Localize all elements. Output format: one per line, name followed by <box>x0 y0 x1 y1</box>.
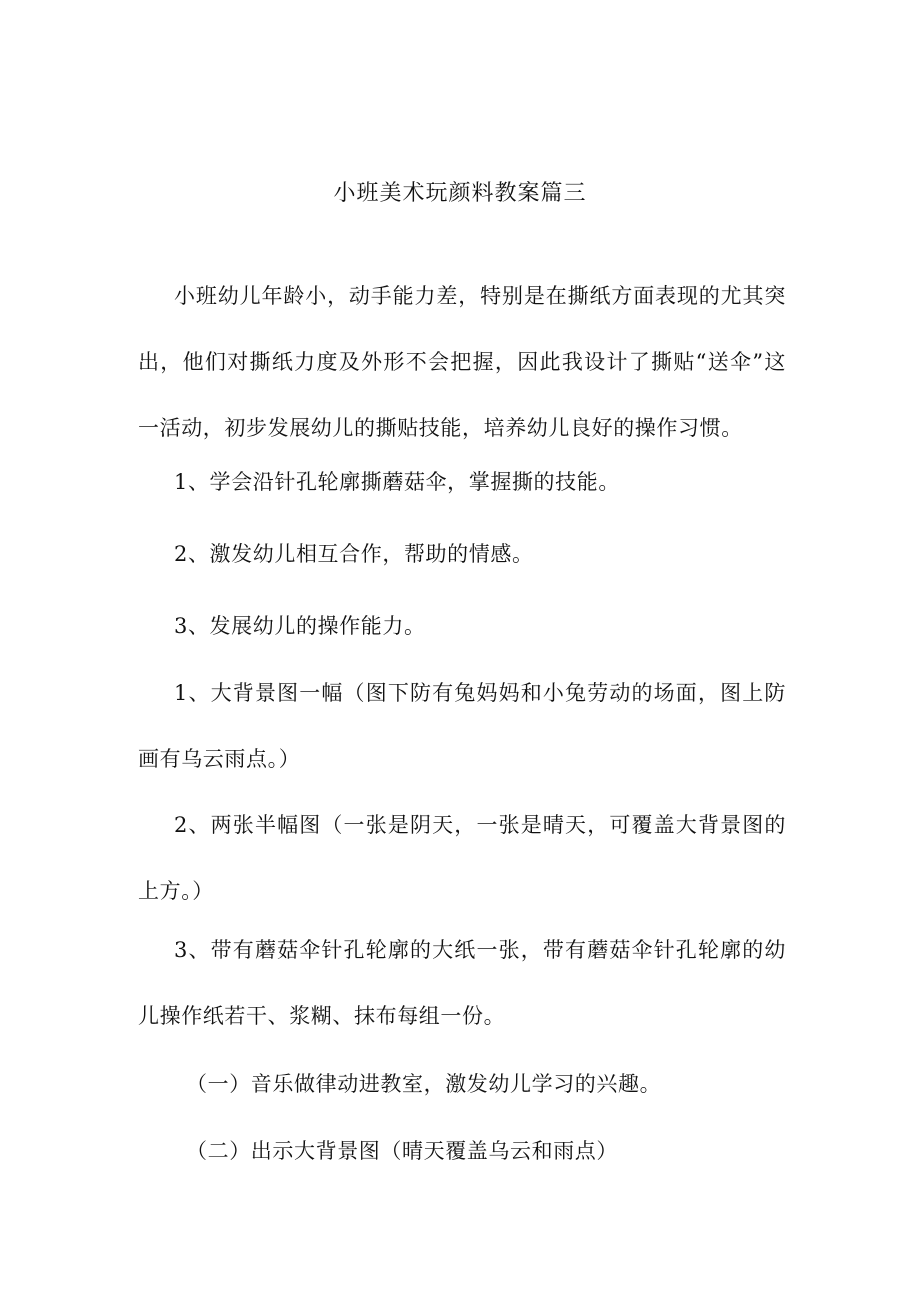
material-item-3: 3、带有蘑菇伞针孔轮廓的大纸一张，带有蘑菇伞针孔轮廓的幼儿操作纸若干、浆糊、抹布每组一份。 <box>138 938 786 1028</box>
step-item-2: （二）出示大背景图（晴天覆盖乌云和雨点） <box>186 1139 618 1163</box>
step-item-1: （一）音乐做律动进教室，激发幼儿学习的兴趣。 <box>186 1072 662 1096</box>
material-item-2: 2、两张半幅图（一张是阴天，一张是晴天，可覆盖大背景图的上方。） <box>138 813 786 903</box>
document-title: 小班美术玩颜料教案篇三 <box>333 181 587 206</box>
goal-item-2: 2、激发幼儿相互合作，帮助的情感。 <box>174 542 534 566</box>
goal-item-1: 1、学会沿针孔轮廓撕蘑菇伞，掌握撕的技能。 <box>174 470 620 494</box>
goal-item-3: 3、发展幼儿的操作能力。 <box>174 614 426 638</box>
material-item-1: 1、大背景图一幅（图下防有兔妈妈和小兔劳动的场面，图上防画有乌云雨点。） <box>138 681 786 771</box>
intro-paragraph: 小班幼儿年龄小，动手能力差，特别是在撕纸方面表现的尤其突出，他们对撕纸力度及外形不会把握，因此我设计了撕贴“送伞”这一活动，初步发展幼儿的撕贴技能，培养幼儿良好的操作习惯。 <box>138 284 786 440</box>
